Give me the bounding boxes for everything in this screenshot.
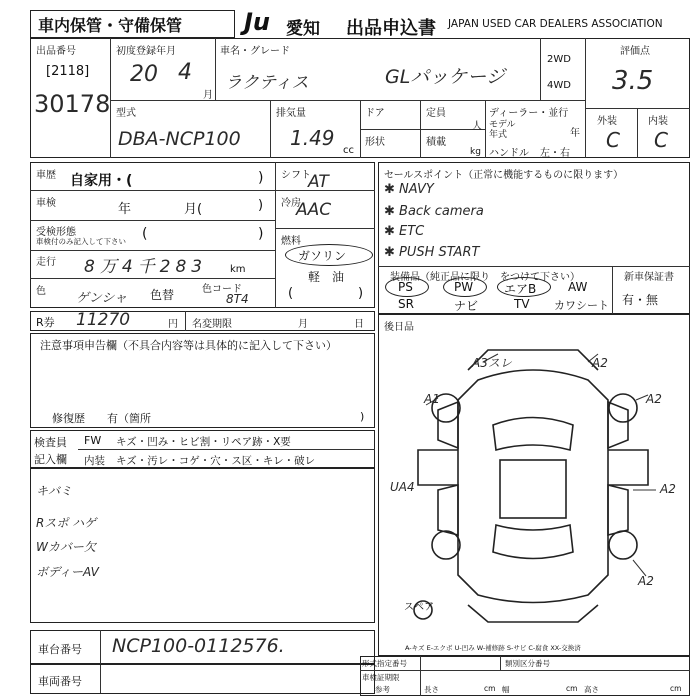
- class-label: 類別区分番号: [505, 659, 550, 668]
- drive-2wd: 2WD: [547, 54, 571, 65]
- inspector-row1: キズ・凹み・ヒビ割・リペア跡・X要: [116, 436, 291, 448]
- aircon-label: 冷房: [281, 198, 301, 209]
- month-unit: 月: [203, 90, 213, 101]
- chassis-type-label: 型式: [116, 108, 136, 119]
- repair-history: 修復歴 有（箇所: [52, 412, 151, 425]
- mileage-value: 8万4千283: [84, 257, 208, 277]
- first-reg-label: 初度登録年月: [116, 46, 176, 57]
- equip-aw: AW: [568, 280, 588, 294]
- mark-ua4: UA4: [390, 480, 415, 494]
- score-label: 評価点: [620, 46, 650, 57]
- inspector-note-3: Wカバー欠: [36, 540, 96, 554]
- capacity-unit: 人: [472, 121, 482, 132]
- history-value: 自家用・(: [70, 173, 133, 189]
- sales-point-2: ✱ Back camera: [384, 204, 484, 219]
- history-close: ): [258, 170, 264, 186]
- storage-title: 車内保管・守備保管: [38, 16, 183, 35]
- length-label: 長さ: [424, 685, 439, 694]
- fuel-open: (: [288, 286, 294, 301]
- handle-options: 左・右: [540, 148, 570, 159]
- shift-label: シフト: [281, 170, 311, 181]
- equip-navi: ナビ: [454, 299, 479, 313]
- equip-kawa: カワシート: [554, 299, 609, 312]
- capacity-label: 定員: [426, 108, 446, 119]
- recycle-unit: 円: [168, 319, 178, 330]
- inspector-label-2: 記入欄: [34, 453, 67, 466]
- shaken-label: 車検: [36, 198, 56, 209]
- shape-label: 形状: [365, 137, 385, 148]
- color-label: 色: [36, 286, 46, 297]
- lot-label: 出品番号: [36, 46, 76, 57]
- equip-tv: TV: [514, 297, 530, 311]
- shift-value: AT: [308, 172, 329, 192]
- mark-a2-right-lower: A2: [638, 574, 654, 588]
- mileage-label: 走行: [36, 257, 56, 268]
- displacement-value: 1.49: [290, 126, 335, 150]
- inspector-row1-key: FW: [84, 434, 102, 447]
- score-value: 3.5: [612, 66, 654, 96]
- first-reg-year: 20: [130, 62, 158, 87]
- model-grade: GLパッケージ: [385, 66, 505, 88]
- aircon-value: AAC: [296, 200, 332, 220]
- receive-note: 車検付のみ記入して下さい: [36, 237, 126, 246]
- fuel-value: ガソリン: [298, 249, 347, 263]
- year-unit: 年: [570, 128, 580, 139]
- exterior-label: 外装: [597, 116, 617, 127]
- recycle-label: R券: [36, 316, 55, 329]
- inspector-row2-key: 内装: [84, 455, 105, 467]
- color-change-label: 色替: [150, 288, 175, 302]
- equipment-label: 装備品（純正品に限り をつけて下さい）: [390, 272, 580, 283]
- rear-seat-label: 後日品: [384, 322, 414, 333]
- door-label: ドア: [365, 108, 385, 119]
- notes-label: 注意事項申告欄（不具合内容等は具体的に記入して下さい）: [40, 339, 337, 352]
- height-unit: cm: [670, 684, 682, 693]
- name-change-day: 日: [354, 319, 364, 330]
- history-label: 車歴: [36, 170, 56, 181]
- color-value: ゲンシャ: [76, 291, 128, 306]
- inspector-note-2: Rスポ ハゲ: [36, 516, 97, 530]
- mark-a2-right-upper: A2: [646, 392, 662, 406]
- mark-a3: A3スレ: [472, 356, 512, 370]
- sales-point-4: ✱ PUSH START: [384, 245, 480, 260]
- inspector-label-1: 検査員: [34, 436, 67, 449]
- new-warranty-value: 有・無: [622, 293, 659, 307]
- equip-ps: PS: [398, 280, 413, 294]
- association-name: JAPAN USED CAR DEALERS ASSOCIATION: [448, 18, 663, 30]
- displacement-label: 排気量: [276, 108, 306, 119]
- interior-label: 内装: [648, 116, 668, 127]
- cert-label: 車検証期限: [362, 673, 400, 682]
- fuel-alt: 軽 油: [308, 270, 345, 284]
- shaken-month: 月(: [184, 202, 203, 217]
- load-unit: kg: [470, 147, 481, 157]
- equip-sr: SR: [398, 297, 414, 311]
- mileage-unit: km: [230, 264, 246, 275]
- length-unit: cm: [484, 684, 496, 693]
- frame-no-label: 車台番号: [38, 643, 82, 656]
- lot-sub: [2118]: [46, 64, 90, 79]
- reg-no-label: 車両番号: [38, 675, 82, 688]
- mark-a1: A1: [424, 392, 440, 406]
- new-warranty-label: 新車保証書: [624, 272, 674, 283]
- name-change-month: 月: [298, 319, 308, 330]
- name-change-label: 名変期限: [192, 319, 232, 330]
- handle-label: ハンドル: [489, 148, 529, 159]
- fuel-close: ): [358, 286, 364, 301]
- lot-number: 30178: [34, 90, 111, 118]
- model-spec-label: 形式指定番号: [362, 659, 407, 668]
- receive-close: ): [258, 226, 264, 242]
- recycle-value: 11270: [76, 310, 131, 330]
- ju-logo: Ju: [244, 8, 271, 36]
- damage-legend: A-キズ E-エクボ U-凹み W-補修跡 S-サビ C-腐食 XX-交換済: [405, 644, 581, 652]
- height-label: 高さ: [584, 685, 599, 694]
- color-code-value: 8T4: [226, 292, 249, 306]
- inspector-row2: キズ・汚レ・コゲ・穴・ス区・キレ・破レ: [116, 455, 316, 467]
- displacement-unit: cc: [343, 145, 354, 156]
- inspector-note-1: キバミ: [36, 484, 73, 498]
- ref-label: 参考: [375, 685, 390, 694]
- equip-airbag: エアB: [504, 282, 537, 296]
- load-label: 積載: [426, 137, 446, 148]
- model-year-label: モデル 年式: [489, 120, 516, 140]
- sales-point-3: ✱ ETC: [384, 224, 425, 239]
- mark-a2-right-mid: A2: [660, 482, 676, 496]
- shaken-year: 年: [118, 202, 132, 217]
- inspector-note-4: ボディーAV: [36, 565, 99, 579]
- model-name: ラクティス: [225, 73, 309, 93]
- frame-no-value: NCP100-0112576.: [112, 635, 285, 657]
- receive-open: (: [142, 226, 148, 242]
- drive-4wd: 4WD: [547, 80, 571, 91]
- receive-label: 受検形態: [36, 227, 76, 238]
- sales-points-label: セールスポイント（正常に機能するものに限ります）: [384, 170, 624, 181]
- spare-label: スペア: [404, 602, 434, 613]
- color-code-label: 色コード: [202, 284, 242, 295]
- sales-point-1: ✱ NAVY: [384, 182, 434, 197]
- interior-grade: C: [654, 128, 668, 152]
- repair-close: ): [360, 410, 365, 423]
- width-unit: cm: [566, 684, 578, 693]
- model-label: 車名・グレード: [220, 46, 290, 57]
- chassis-type-value: DBA-NCP100: [118, 128, 241, 150]
- mark-a2-top: A2: [592, 356, 608, 370]
- first-reg-month: 4: [178, 60, 192, 85]
- exterior-grade: C: [606, 128, 620, 152]
- document-title: 出品申込書: [346, 18, 436, 39]
- fuel-label: 燃料: [281, 236, 301, 247]
- equip-pw: PW: [454, 280, 474, 294]
- width-label: 幅: [502, 685, 510, 694]
- dealer-label: ディーラー・並行: [489, 108, 569, 119]
- shaken-close: ): [258, 198, 264, 213]
- org-name: 愛知: [286, 19, 320, 39]
